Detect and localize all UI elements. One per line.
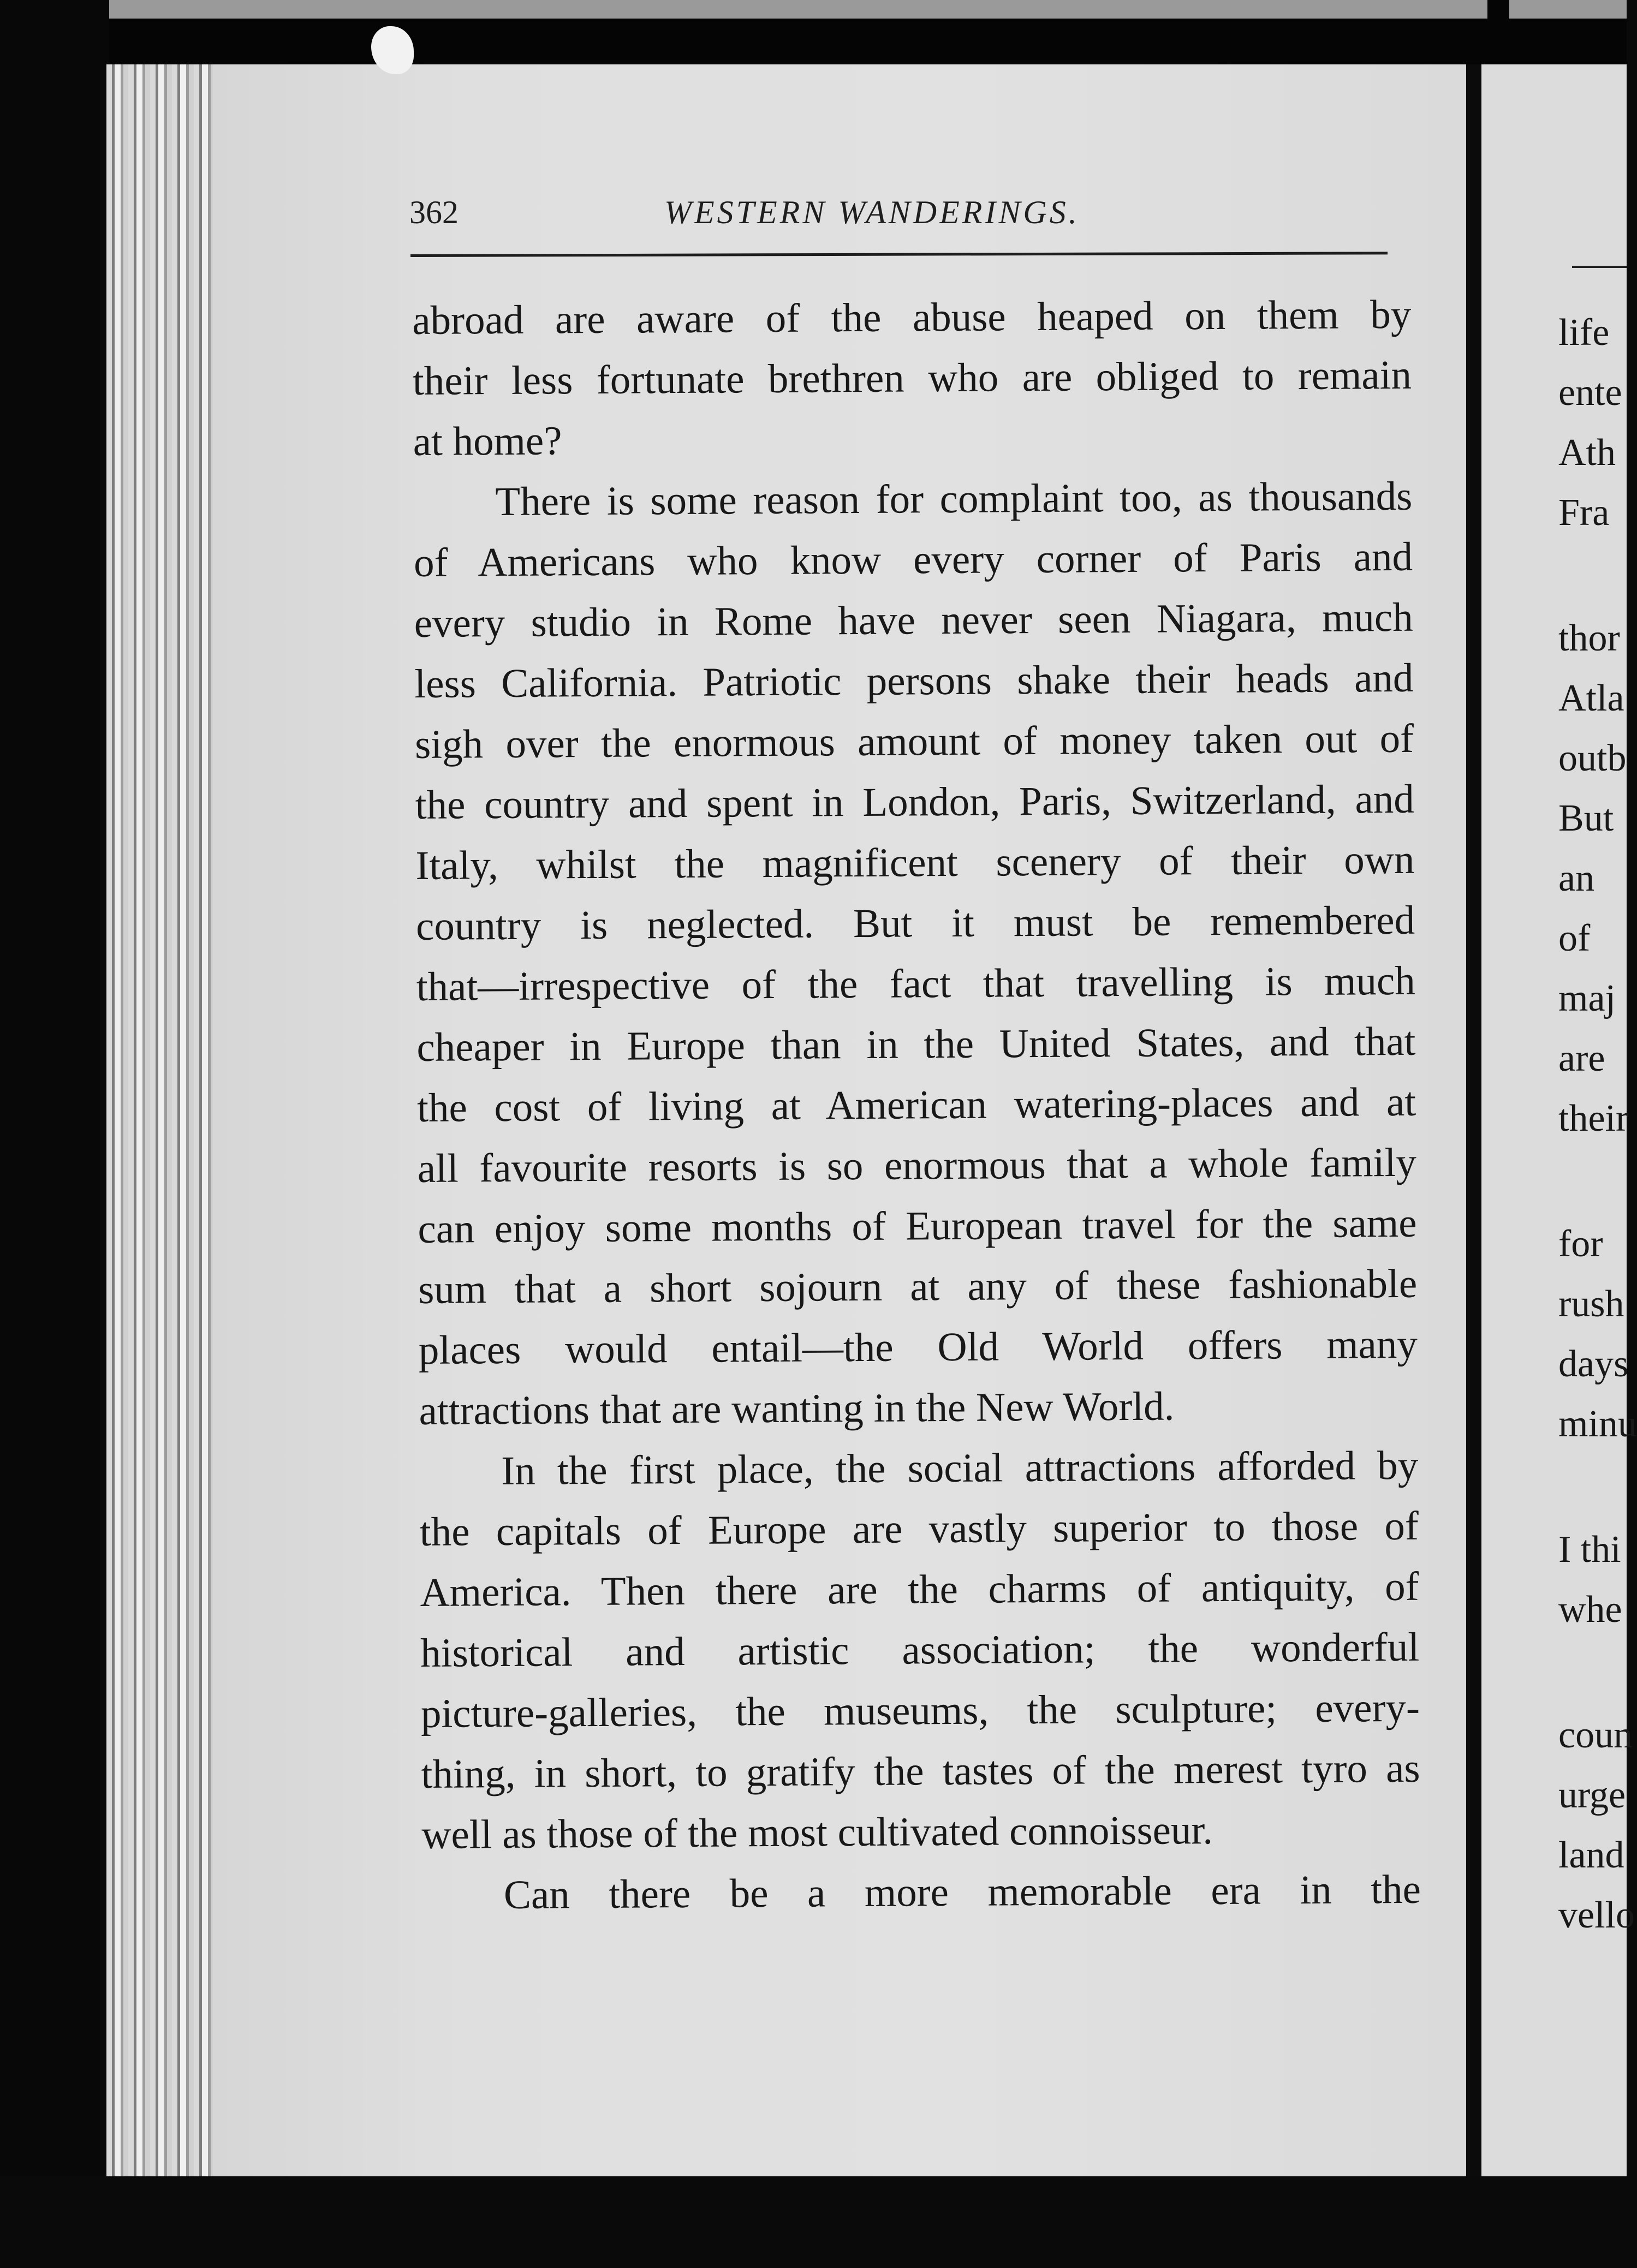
text-line: sum that a short sojourn at any of these fashionable [418, 1261, 1418, 1312]
facing-page-fragment: minu [1558, 1403, 1637, 1445]
facing-page-fragment: an [1558, 857, 1595, 899]
text-line: that—irrespective of the fact that travelling is much [416, 958, 1416, 1010]
facing-page-fragment: days [1558, 1343, 1629, 1385]
book-page-edges [106, 64, 216, 2176]
facing-page-fragment: vello [1558, 1894, 1635, 1936]
text-line: the cost of living at American watering-places and at [416, 1079, 1416, 1131]
text-line: less California. Patriotic persons shake their heads and [414, 655, 1414, 707]
facing-page-fragment: I thi [1558, 1529, 1621, 1571]
text-line: historical and artistic association; the wonderful [420, 1624, 1420, 1676]
text-line: Italy, whilst the magnificent scenery of their own [415, 837, 1415, 888]
text-line: picture-galleries, the museums, the sculpture; every- [420, 1685, 1420, 1736]
facing-page-fragment: urge [1558, 1774, 1626, 1816]
body-text [412, 284, 1421, 1926]
facing-page-fragment: maj [1558, 977, 1616, 1019]
facing-page-fragment: of [1558, 917, 1591, 959]
previous-page-edge [0, 0, 1627, 19]
facing-page-fragment: Fra [1558, 492, 1610, 534]
text-line: the capitals of Europe are vastly superior to those of [419, 1503, 1419, 1555]
facing-page-fragment: But [1558, 797, 1614, 839]
running-head: WESTERN WANDERINGS. [664, 194, 1080, 230]
scan-border-left [0, 0, 109, 2268]
text-line: thing, in short, to gratify the tastes of the merest tyro as [421, 1745, 1420, 1797]
text-line: every studio in Rome have never seen Niagara, much [414, 594, 1413, 646]
text-line: their less fortunate brethren who are obliged to remain [412, 352, 1412, 404]
text-line: cheaper in Europe than in the United States, and that [416, 1018, 1416, 1070]
facing-page-fragment: rush [1558, 1283, 1624, 1325]
text-line: attractions that are wanting in the New World. [419, 1383, 1175, 1434]
text-line: In the first place, the social attractions afforded by [501, 1442, 1419, 1494]
text-line: can enjoy some months of European travel for the same [418, 1200, 1417, 1252]
facing-page-fragment: life [1558, 312, 1610, 354]
text-line: country is neglected. But it must be remembered [415, 897, 1415, 949]
facing-page-fragment: coun [1558, 1714, 1633, 1756]
text-line: all favourite resorts is so enormous that a whole family [417, 1139, 1417, 1191]
facing-page-fragment: Atla [1558, 677, 1624, 719]
text-line: the country and spent in London, Paris, Switzerland, and [415, 776, 1414, 828]
page-gutter [1466, 64, 1481, 2176]
text-line: Can there be a more memorable era in the [503, 1866, 1421, 1918]
facing-page-fragment: outb [1558, 737, 1627, 779]
scan-border-bottom [0, 2176, 1627, 2268]
facing-page-fragment: whe [1558, 1589, 1622, 1631]
facing-page-fragment: their [1558, 1097, 1629, 1139]
text-line: of Americans who know every corner of Paris and [413, 534, 1413, 586]
page-number: 362 [409, 194, 459, 230]
facing-page-fragment: are [1558, 1037, 1605, 1079]
facing-page-fragment: Ath [1558, 432, 1616, 474]
facing-page-text [1558, 0, 1637, 2268]
page-header [409, 194, 1392, 254]
text-line: at home? [413, 418, 562, 464]
text-line: There is some reason for complaint too, as thousands [495, 473, 1413, 525]
text-line: places would entail—the Old World offers many [418, 1321, 1418, 1373]
facing-page-fragment: ente [1558, 372, 1622, 414]
text-line: America. Then there are the charms of antiquity, of [420, 1563, 1419, 1615]
text-line: abroad are aware of the abuse heaped on them by [412, 291, 1412, 343]
text-line: well as those of the most cultivated connoisseur. [421, 1807, 1213, 1858]
facing-page-fragment: land [1558, 1834, 1624, 1876]
text-line: sigh over the enormous amount of money taken out of [414, 715, 1414, 767]
facing-page-fragment: thor [1558, 617, 1620, 659]
facing-page-fragment: for [1558, 1223, 1603, 1265]
